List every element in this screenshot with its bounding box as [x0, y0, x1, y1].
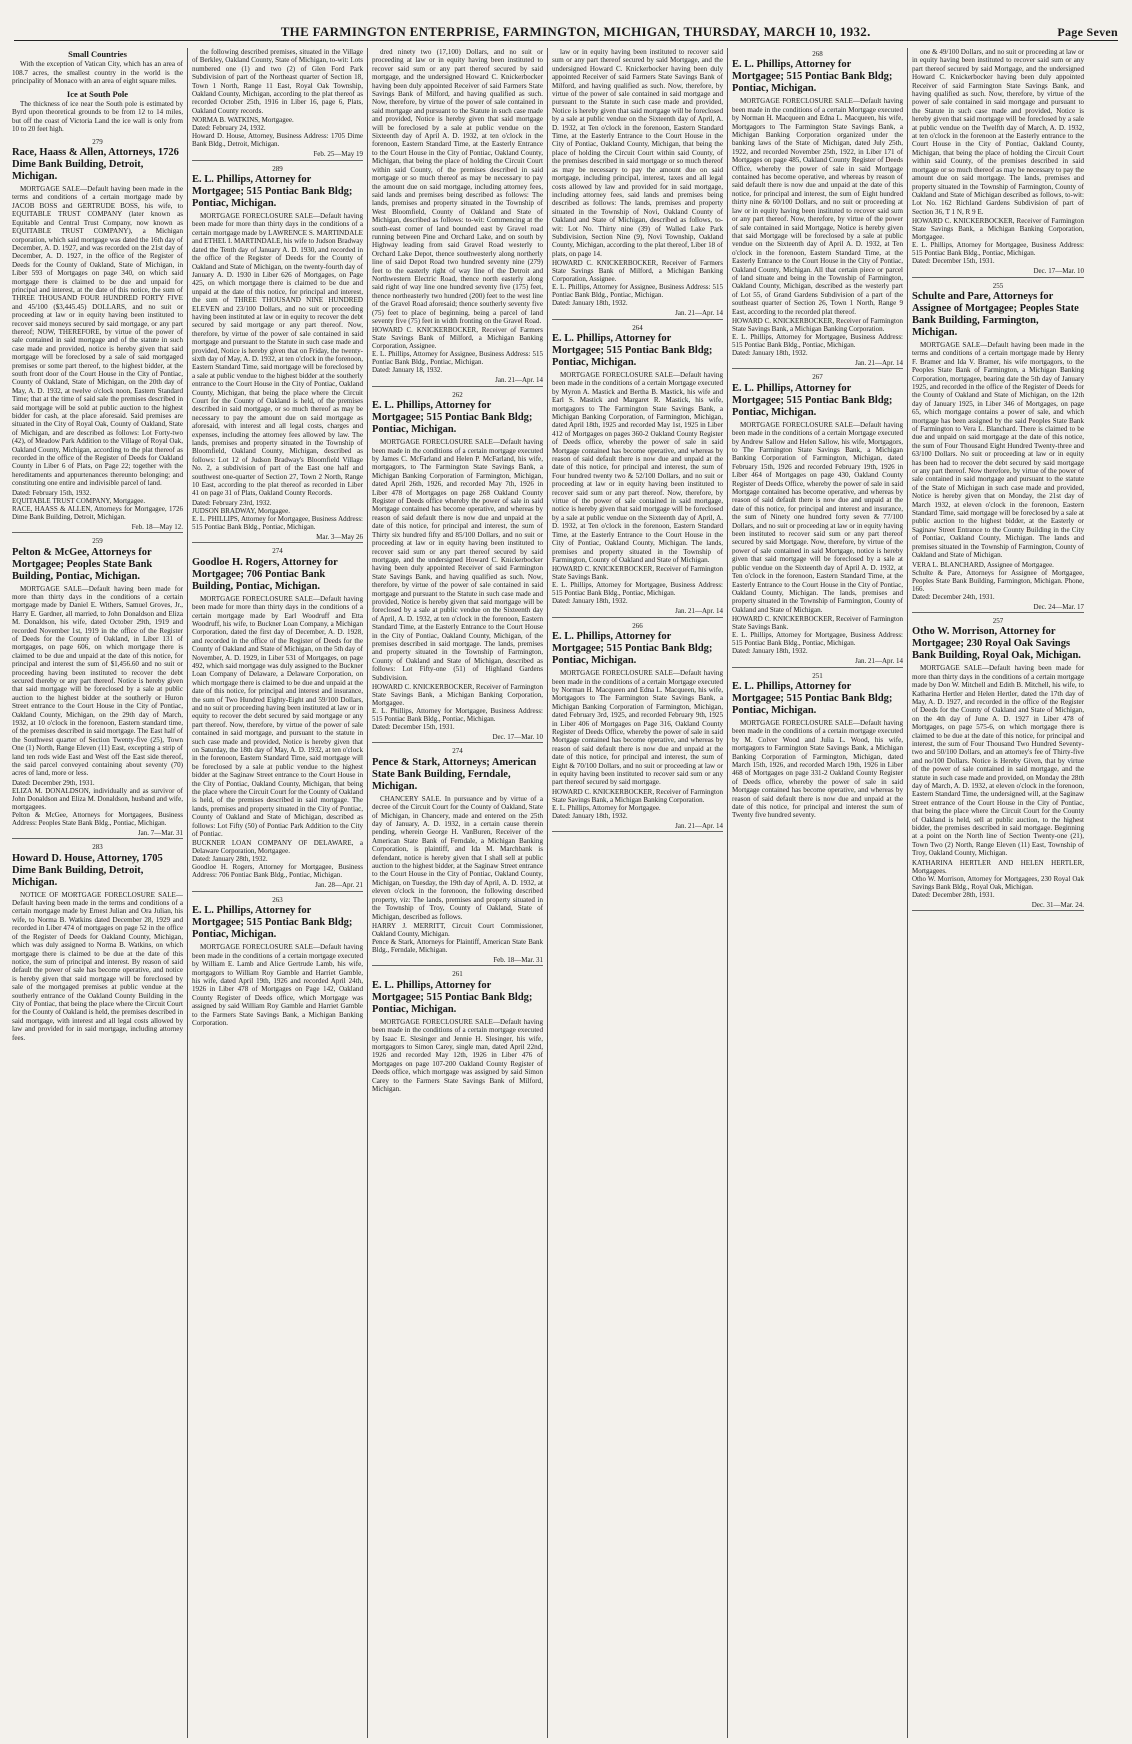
notice-body: NOTICE OF MORTGAGE FORECLOSURE SALE—Default having been made in the terms and conditions of a certain mortgage made by Ernest Julian and Ora Julian, his wife, to Norma B. Watkins dated December 28, 1929 and recorded in Liber 474 of mortgages on page 52 in the office of the Register of Deeds for Oakland County, Michigan, which was duly assigned to Norma B. Watkins, on which mortgage there is claimed to be due at the date of this notice, the sum of principal and interest. By reason of said default the power of sale has become operative, and notice is hereby given that said mortgage will be foreclosed by sale of the mortgaged premises at public vendue at the southerly entrance of the Oakland County Building in the City of Pontiac, that being the place where the Circuit Court for the County of Oakland is held, the premises described in said mortgage, with interest and all legal costs allowed by law and provided for in said mortgage, including attorney fees.: [12, 890, 183, 1042]
publication-dates: Dec. 17—Mar. 10: [912, 267, 1084, 277]
publication-dates: Jan. 21—Apr. 14: [732, 657, 903, 667]
legal-notice: [12, 90, 183, 134]
notice-heading: E. L. Phillips, Attorney for Mortgagee; 515 Pontiac Bank Bldg; Pontiac, Michigan.: [372, 979, 533, 1015]
notice-signature: HOWARD C. KNICKERBOCKER, Receiver of Farmington State Savings Bank. E. L. Phillips, Attorney for Mortgagee, Business Address: 515 Pontiac Bank Bldg., Pontiac, Michigan. Dated: January 18th, 1932.: [732, 615, 903, 656]
notice-number: 251: [812, 671, 823, 680]
legal-notice: [372, 48, 543, 387]
notice-number: 261: [452, 970, 463, 979]
notice-heading: Schulte and Pare, Attorneys for Assignee of Mortgagee; Peoples State Bank Building, Farmington, Michigan.: [912, 290, 1079, 338]
notice-number: 289: [272, 164, 283, 173]
legal-notice: [912, 282, 1084, 613]
notice-body: CHANCERY SALE. In pursuance and by virtue of a decree of the Circuit Court for the County of Oakland, State of Michigan, in Chancery, made and entered on the 25th day of January, A. D. 1932, in a certain cause therein pending, wherein George H. VanBuren, Receiver of the American State Bank of Ferndale, a Michigan Banking Corporation, is plaintiff, and Ida M. Marchbank is defendant, notice is hereby given that I shall sell at public auction to the highest bidder, at the Saginaw Street entrance to the Court House in the City of Pontiac, Oakland County, Michigan, on Tuesday, the 19th day of April, A. D. 1932, at eleven o'clock in the forenoon, the following described property, viz: The lands, premises and property situated in the Township of Troy, County of Oakland, State of Michigan, described as follows.: [372, 794, 543, 921]
publication-dates: Dec. 31—Mar. 24.: [912, 901, 1084, 911]
notice-heading: E. L. Phillips, Attorney for Mortgagee; 515 Pontiac Bank Bldg; Pontiac, Michigan.: [552, 631, 713, 667]
notice-number: 263: [272, 895, 283, 904]
notice-number: 279: [92, 137, 103, 146]
newspaper-column: [368, 48, 548, 1738]
publication-dates: Jan. 21—Apr. 14: [552, 822, 723, 832]
notice-body: MORTGAGE FORECLOSURE SALE—Default having been made in the conditions of a certain Mortgage executed by Myron A. Mastick and Bertha B. Mastick, his wife and Earl S. Mastick and Margaret R. Mastick, his wife, mortgagors to The Farmington State Savings Bank, a Michigan Banking Corporation, of Farmington, Michigan, dated April 18th, 1925 and recorded May 1st, 1925 in Liber 412 of Mortgages on pages 360-2 Oakland County Register of Deeds office, whereby the power of sale in said Mortgage contained has become operative, and whereas by reason of said default there is now due and unpaid at the date of this notice, for principal and interest, the sum of Four hundred twenty two & 52/100 Dollars, and no suit or proceeding at law or in equity having been instituted to recover said sum or any part thereof. Now, therefore, by virtue of the power of sale contained in said mortgage, notice is hereby given that said mortgage will be foreclosed by a sale at public vendue on the Sixteenth day of April, A. D. 1932, at Ten o'clock in the forenoon, Eastern Standard Time, at the Easterly Entrance to the Court House in the City of Pontiac, Oakland County, Michigan. The lands, premises and property situated in the Township of Farmington, County of Oakland and State of Michigan.: [552, 370, 723, 564]
notice-body: MORTGAGE FORECLOSURE SALE—Default having been made in the conditions of a certain mortgage executed by James C. McFarland and Helen P. McFarland, his wife, mortgagors, to The Farmington State Savings Bank, a Michigan Banking Corporation of Farmington, Michigan, dated April 26th, 1926, and recorded May 7th, 1926 in Liber 478 of Mortgages on page 268 Oakland County Register of Deeds office whereby the power of sale in said Mortgage contained has become operative, and whereas by reason of said default there is now due and unpaid at the date of this notice, for principal and interest, the sum of Thirty six hundred fifty and 85/100 Dollars, and no suit or proceeding at law or in equity having been instituted to recover said sum or any part thereof secured by said mortgage, and the undersigned Howard C. Knickerbocker having been duly appointed Receiver of said Farmington State Savings Bank, and having qualified as such. Now, therefore, by virtue of the power of sale contained in said mortgage and pursuant to the Statute in such case made and provided, Notice is hereby given that said mortgage will be foreclosed by a sale at public vendue on the Sixteenth day of April, A. D. 1932, at ten o'clock in the forenoon, Eastern Standard Time, at the Easterly Entrance to the Court House in the City of Pontiac, Oakland County, Michigan, of the premises described in said mortgage. The lands, premises and property situated in the Township of Farmington, County of Oakland and State of Michigan, described as follows: Lot Fifty-one (51) of Highland Gardens Subdivision.: [372, 438, 543, 682]
notice-signature: HOWARD C. KNICKERBOCKER, Receiver of Farmington State Savings Bank, a Michigan Banking Corporation. E. L. Phillips, Attorney for Mortgagee, Business Address: 515 Pontiac Bank Bldg., Pontiac, Michigan. Dated: January 18th, 1932.: [732, 316, 903, 357]
notice-body: MORTGAGE FORECLOSURE SALE—Default having been made for more than thirty days in the conditions of a certain mortgage made by LAWRENCE S. MARTINDALE and ETHEL I. MARTINDALE, his wife to Judson Bradway dated the Tenth day of January A. D. 1930, and recorded in the office of the Register of Deeds for the County of Oakland and State of Michigan, on the twenty-fourth day of January A. D. 1930 in Liber 626 of Mortgages, on Page 425, on which mortgage there is claimed to be due and unpaid at the date of this notice, for principal and interest, the sum of THREE THOUSAND NINE HUNDRED ELEVEN and 23/100 Dollars, and no suit or proceeding having been instituted at law or in equity to recover the debt secured by said mortgage or any part thereof. Now, therefore, by virtue of the power of sale contained in said mortgage and pursuant to the Statute in such case made and provided, Notice is hereby given that on Friday, the twenty-sixth day of May, A. D. 1932, at ten o'clock in the forenoon, Eastern Standard Time, said mortgage will be foreclosed by a sale at public vendue to the highest bidder at the southerly entrance to the Court House in the City of Pontiac, Oakland County, Michigan, that being the place where the Circuit Court for the County of Oakland is held, of the premises described in said mortgage, or so much thereof as may be necessary to pay the amount due on said mortgage as aforesaid, with interest and all legal costs, charges and expenses, including the attorney fees allowed by law. The lands, premises and property situated in the Township of Bloomfield, Oakland County, Michigan, described as follows: Lot 12 of Judson Bradway's Bloomfield Village No. 2, a subdivision of part of the East one half and southwest one-quarter of Section 27, Town 2 North, Range 10 East, according to the plat thereof as recorded in Liber 41 on page 31 of Plats, Oakland County Records.: [192, 212, 363, 498]
notice-heading: Howard D. House, Attorney, 1705 Dime Bank Building, Detroit, Michigan.: [12, 852, 163, 888]
newspaper-column: [8, 48, 188, 1738]
notice-signature: HOWARD C. KNICKERBOCKER, Receiver of Farmington State Savings Bank. E. L. Phillips, Attorney for Mortgagee, Business Address: 515 Pontiac Bank Bldg., Pontiac, Michigan. Dated: January 18th, 1932.: [552, 565, 723, 606]
publication-dates: Feb. 18—Mar. 31: [372, 956, 543, 966]
publication-dates: Dec. 17—Mar. 10: [372, 733, 543, 743]
notice-body: With the exception of Vatican City, which has an area of 108.7 acres, the smallest country in the world is the principality of Monaco with an area of eight square miles.: [12, 60, 183, 86]
legal-notice: [912, 617, 1084, 911]
legal-notice: [912, 48, 1084, 278]
notice-body: MORTGAGE SALE—Default having been made in the terms and conditions of a certain mortgage made by Henry F. Bramer and Ida V. Bramer, his wife mortgagors, to the Peoples State Bank of Farmington, a Michigan Banking Corporation, mortgagee, bearing date the 5th day of January 1925, and recorded in the office of the Register of Deeds for the County of Oakland and State of Michigan, on the 12th day of January 1925, in Liber 346 of Mortgages, on page 65, which mortgage contains a power of sale, and which mortgage has been assigned by the said Peoples State Bank of Farmington to Vera L. Blanchard. There is claimed to be due and unpaid on said mortgage at the date of this notice, the sum of Four Thousand Eight Hundred Twenty-three and 63/100 Dollars. No suit or proceeding at law or in equity has been had to recover the debt secured by said mortgage or any part thereof. Now therefore, by virtue of the power of sale contained in said mortgage and pursuant to the statute of the State of Michigan in such case made and provided, Notice is hereby given that on Monday, the 21st day of March 1932, at eleven o'clock in the forenoon, Eastern Standard Time, said mortgage will be foreclosed by a sale at public auction to the highest bidder, at the Easterly or Saginaw Street Entrance to the County Building in the City of Pontiac, Oakland County, Michigan. The lands and premises situated in the Township of Farmington, County of Oakland and State of Michigan.: [912, 340, 1084, 560]
notice-body: MORTGAGE FORECLOSURE SALE—Default having been made in the conditions of a certain mortgage executed by William E. Lamb and Alice Gertrude Lamb, his wife, mortgagors to William Roy Gamble and Harriet Gamble, his wife, dated April 19th, 1926 and recorded April 24th, 1926 in Liber 478 of Mortgages on Page 142, Oakland County Register of Deeds office, which Mortgage was assigned by said William Roy Gamble and Harriet Gamble to the Farmers State Savings Bank, a Michigan Banking Corporation.: [192, 943, 363, 1027]
legal-notice: [372, 970, 543, 1093]
publication-dates: Mar. 3—May 26: [192, 533, 363, 543]
notice-heading: Small Countries: [68, 49, 127, 59]
legal-notice: [732, 672, 903, 820]
notice-body: MORTGAGE FORECLOSURE SALE—Default having been made in the conditions of a certain mortgage executed by M. Colver Wood and Julia L. Wood, his wife, mortgagors to Farmington State Savings Bank, a Michigan Banking Corporation of Farmington, Michigan, dated March 15th, 1926, and recorded March 19th, 1926 in Liber 468 of Mortgages on page 331-2 Oakland County Register of Deeds office, whereby the power of sale in said Mortgage contained has become operative, and whereas by reason of said default there is now due and unpaid at the date of this notice, for principal and interest the sum of Twenty five hundred seventy.: [732, 718, 903, 820]
page-number: Page Seven: [1057, 25, 1118, 39]
newspaper-column: [188, 48, 368, 1738]
notice-heading: Goodloe H. Rogers, Attorney for Mortgagee; 706 Pontiac Bank Building, Pontiac, Michigan.: [192, 556, 338, 592]
publication-dates: Jan. 21—Apr. 14: [552, 607, 723, 617]
publication-dates: Jan. 28—Apr. 21: [192, 881, 363, 891]
publication-dates: Jan. 21—Apr. 14: [552, 309, 723, 319]
notice-body: MORTGAGE FORECLOSURE SALE—Default having been made in the conditions of a certain Mortgage executed by Andrew Sallow and Helen Sallow, his wife, Mortgagors, to The Farmington State Savings Bank, a Michigan Banking Corporation of Farmington, Michigan, dated February 15th, 1926 and recorded February 19th, 1926 in Liber 464 of Mortgages on page 430, Oakland County Register of Deeds Office, whereby the power of sale in said Mortgage contained has become operative, and whereas by reason of said default there is now due and unpaid at the date of this notice, for principal and interest and insurance, the sum of Ninety one hundred forty seven & 77/100 Dollars, and no suit or proceeding at law or in equity having been instituted to recover said sum or any part thereof secured by said Mortgage. Now, therefore, by virtue of the power of sale contained in said Mortgage, notice is hereby given that said mortgage will be foreclosed by a sale at public vendue on the Sixteenth day of April A. D. 1932, at Ten o'clock in the forenoon, Eastern Standard Time, at the Easterly Entrance to the Court House in the City of Pontiac, Oakland County, Michigan. The lands, premises and property situated in the Township of Farmington, County of Oakland and State of Michigan.: [732, 420, 903, 614]
legal-notice: [732, 373, 903, 667]
notice-signature: HOWARD C. KNICKERBOCKER, Receiver of Farmers State Savings Bank of Milford, a Michigan Banking Corporation, Assignee. E. L. Phillips, Attorney for Assignee, Business Address: 515 Pontiac Bank Bldg., Pontiac, Michigan. Dated: January 18th, 1932.: [552, 259, 723, 308]
legal-notice: [192, 48, 363, 161]
notice-signature: VERA L. BLANCHARD, Assignee of Mortgagee. Schulte & Pare, Attorneys for Assignee of Mortgagee, Peoples State Bank Building, Farmington, Michigan. Phone, 166. Dated: December 24th, 1931.: [912, 560, 1084, 601]
notice-number: 274: [272, 547, 283, 556]
newspaper-column: [548, 48, 728, 1738]
newspaper-column: [728, 48, 908, 1738]
notice-number: 257: [992, 616, 1004, 625]
notice-number: 283: [92, 843, 103, 852]
notice-signature: Dated: February 15th, 1932. EQUITABLE TRUST COMPANY, Mortgagee. RACE, HAASS & ALLEN, Attorneys for Mortgagee, 1726 Dime Bank Building, Detroit, Michigan.: [12, 488, 183, 521]
notice-heading: E. L. Phillips, Attorney for Mortgagee; 515 Pontiac Bank Bldg; Pontiac, Michigan.: [732, 59, 893, 95]
notice-signature: BUCKNER LOAN COMPANY OF DELAWARE, a Delaware Corporation, Mortgagee. Dated: January 28th, 1932. Goodloe H. Rogers, Attorney for Mortgagee, Business Address: 706 Pontiac Bank Bldg., Pontiac, Michigan.: [192, 839, 363, 880]
notice-signature: HOWARD C. KNICKERBOCKER, Receiver of Farmington State Savings Bank, a Michigan Banking Corporation, Mortgagee. E. L. Phillips, Attorney for Mortgagee, Business Address: 515 Pontiac Bank Bldg., Pontiac, Michigan. Dated: December 15th, 1931.: [372, 683, 543, 731]
legal-notice: [12, 843, 183, 1042]
notice-number: 262: [452, 390, 463, 399]
notice-heading: E. L. Phillips, Attorney for Mortgagee; 515 Pontiac Bank Bldg; Pontiac, Michigan.: [192, 905, 353, 941]
notice-heading: E. L. Phillips, Attorney for Mortgagee; 515 Pontiac Bank Bldg; Pontiac, Michigan.: [732, 382, 893, 418]
notice-body: MORTGAGE SALE—Default having been made for more than thirty days in the conditions of a certain mortgage made by Don W. Mitchell and Edith B. Mitchell, his wife, to Katharina Hertler and Helen Hertler, dated the 17th day of May, A. D. 1927, and recorded in the office of the Register of Deeds for the County of Oakland and State of Michigan, on the 4th day of June A. D. 1927 in Liber 478 of Mortgages, on page 575-6, on which mortgage there is claimed to be due at the date of this notice, for principal and interest, the sum of Four Thousand Two Hundred Seventy-two and 50/100 Dollars, and an attorney's fee of Thirty-five and no/100 Dollars. Notice is Hereby Given, that by virtue of the power of sale contained in said mortgage, and the statute in such case made and provided, on Monday the 28th day of March, A. D. 1932, at eleven o'clock in the forenoon, Eastern Standard Time, the undersigned will, at the Saginaw Street entrance of the Court House in the City of Pontiac, that being the place where the Circuit Court for the County of Oakland is held, sell at public auction, to the highest bidder, the premises described in said mortgage. Beginning at a point on the North line of Section Twenty-one (21), Town Two (2) North, Range Eleven (11) East, Township of Troy, Oakland County, Michigan.: [912, 664, 1085, 858]
publication-dates: Jan. 21—Apr. 14: [732, 359, 903, 369]
notice-number: 259: [92, 537, 103, 546]
masthead-title: THE FARMINGTON ENTERPRISE, FARMINGTON, MICHIGAN, THURSDAY, MARCH 10, 1932.: [280, 24, 871, 39]
notice-number: 268: [812, 50, 823, 58]
notice-body: The thickness of ice near the South pole is estimated by Byrd upon theoretical grounds to be from 12 to 14 miles, but off the coast of Victoria Land the ice wall is only from 10 to 20 feet high.: [12, 100, 183, 134]
legal-notice: [732, 50, 903, 369]
newspaper-column: [908, 48, 1088, 1738]
legal-notice: [552, 622, 723, 833]
legal-notice: [192, 547, 363, 892]
notice-signature: HOWARD C. KNICKERBOCKER, Receiver of Farmers State Savings Bank of Milford, a Michigan Banking Corporation, Assignee. E. L. Phillips, Attorney for Assignee, Business Address: 515 Pontiac Bank Bldg., Pontiac, Michigan. Dated: January 18, 1932.: [372, 326, 543, 375]
notice-number: 264: [632, 323, 643, 332]
legal-notice: [552, 324, 723, 618]
notice-signature: HOWARD C. KNICKERBOCKER, Receiver of Farmington State Savings Bank, a Michigan Banking Corporation, Mortgagee. E. L. Phillips, Attorney for Mortgagee, Business Address: 515 Pontiac Bank Bldg., Pontiac, Michigan. Dated: December 15th, 1931.: [912, 217, 1084, 266]
notice-heading: Pelton & McGee, Attorneys for Mortgagee; Peoples State Bank Building, Pontiac, Michigan.: [12, 546, 153, 582]
notice-heading: Pence & Stark, Attorneys; American State Bank Building, Ferndale, Michigan.: [372, 756, 537, 792]
notice-signature: Dated: December 29th, 1931. ELIZA M. DONALDSON, individually and as survivor of John Donaldson and Eliza M. Donaldson, husband and wife, mortgagees. Pelton & McGee, Attorneys for Mortgagees, Business Address: Peoples State Bank Bldg., Pontiac, Michigan.: [12, 778, 183, 827]
notice-heading: E. L. Phillips, Attorney for Mortgagee; 515 Pontiac Bank Bldg; Pontiac, Michigan.: [372, 400, 533, 436]
notice-body: MORTGAGE FORECLOSURE SALE—Default having been made for more than thirty days in the conditions of a certain mortgage made by Earl Woodruff and Etta Woodruff, his wife, to Buckner Loan Company, a Michigan Corporation, dated the first day of December, A. D. 1928, and recorded in the office of the Register of Deeds for the County of Oakland and State of Michigan, on the 5th day of November, A. D. 1929, in Liber 531 of Mortgages, on page 492, which said mortgage was duly assigned to the Buckner Loan Company of Delaware, a Delaware Corporation, on which mortgage there is claimed to be due and unpaid at the date of this notice, for principal and interest and insurance, the sum of Two Hundred Eighty-Eight and 59/100 Dollars, and no suit or proceeding having been instituted at law or in equity to recover the debt secured by said mortgage or any part thereof. Now, therefore, by virtue of the power of sale contained in said mortgage, and pursuant to the statute in such case made and provided, Notice is hereby given that on Saturday, the 18th day of May, A. D. 1932, at ten o'clock in the forenoon, Eastern Standard Time, said mortgage will be foreclosed by a sale at public vendue to the highest bidder at the Saginaw Street entrance to the Court House in the City of Pontiac, Oakland County, Michigan, that being the place where the Circuit Court for the County of Oakland is held, of the premises described in said mortgage. The lands, premises and property situated in the City of Pontiac, County of Oakland and State of Michigan, described as follows: Lot Fifty (50) of Pontiac Park Addition to the City of Pontiac.: [192, 594, 363, 839]
notice-signature: Dated: February 23rd, 1932. JUDSON BRADWAY, Mortgagee. E. L. PHILLIPS, Attorney for Mortgagee, Business Address: 515 Pontiac Bank Bldg., Pontiac, Michigan.: [192, 498, 363, 531]
notice-number: 255: [992, 281, 1004, 290]
notice-body: dred ninety two (17,100) Dollars, and no suit or proceeding at law or in equity having been instituted to recover said sum or any part thereof secured by said mortgage, and the undersigned Howard C. Knickerbocker having been duly appointed Receiver of said Farmers State Savings Bank of Milford, and having qualified as such. Now, therefore, by virtue of the power of sale contained in said mortgage and pursuant to the Statute in such case made and provided, Notice is hereby given that said mortgage will be foreclosed by a sale at public vendue on the Sixteenth day of April A. D. 1932, at ten o'clock in the forenoon, Eastern Standard Time, at the Easterly Entrance to the Court House in the City of Pontiac, Oakland County, Michigan, that being the place of holding the Circuit Court within said County, of the premises described in said mortgage or so much thereof as may be necessary to pay the amount due on said mortgage, including attorney fees, said lands and premises being described as follows: The lands, premises and property situated in the Township of West Bloomfield, County of Oakland and State of Michigan, described as follows: to-wit: Commencing at the south-east corner of land bounded east by Gravel road running between Pine and Orchard Lake, and on south by Highway leading from said Gravel Road westerly to Orchard Lake Depot, thence southwesterly along northerly line of said Depot Road two hundred seventy nine (279) feet to the easterly right of way line of the Detroit and Northwestern Electric Road, thence north easterly along said right of way line one hundred seventy five (175) feet, thence northeasterly two hundred (200) feet to the west line of the Gravel Road aforesaid; thence southerly seventy five (75) feet to place of beginning, being a parcel of land seventy five (75) feet in width fronting on the Gravel Road.: [372, 48, 543, 325]
notice-number: 267: [812, 373, 823, 382]
notice-body: MORTGAGE FORECLOSURE SALE—Default having been made in the conditions of a certain Mortgage executed by Norman H. Macqueen and Edna L. Macqueen, his wife, Mortgagors to The Farmington State Savings Bank, a Michigan Banking Corporation of Farmington, Michigan, dated February 3rd, 1925, and recorded February 9th, 1925 in Liber 406 of Mortgages on Page 316, Oakland County Register of Deeds Office, whereby the power of sale in said Mortgage contained has become operative, and whereas by reason of said default there is now due and unpaid at the date of this notice, for principal and interest, the sum of Eight & 70/100 Dollars, and no suit or proceeding at law or in equity having been instituted to recover said sum or any part thereof secured by said mortgage.: [552, 669, 723, 787]
notice-number: 274: [452, 747, 463, 756]
legal-notice: [552, 48, 723, 320]
legal-notice: [372, 391, 543, 744]
legal-notice: [192, 896, 363, 1027]
notice-body: MORTGAGE FORECLOSURE SALE—Default having been made in the conditions of a certain Mortgage executed by Norman H. Macqueen and Edna L. Macqueen, his wife, Mortgagors to The Farmington State Savings Bank, a Michigan Banking Corporation organized under the banking laws of the State of Michigan, dated July 25th, 1922, and recorded November 25th, 1922, in Liber 171 of Mortgages on page 485, Oakland County Register of Deeds Office, whereby the power of sale in said Mortgage contained has become operative, and whereas by reason of said default there is now due and unpaid at the date of this notice, for principal and interest, the sum of Eight hundred thirty nine & 60/100 Dollars, and no suit or proceeding at law or in equity having been instituted to recover said sum or any part thereof. Now, therefore, by virtue of the power of sale contained in said Mortgage, Notice is hereby given that said Mortgage will be foreclosed by a sale at public vendue on the Sixteenth day of April A. D. 1932, at Ten o'clock in the forenoon, Eastern Standard Time, at the Easterly Entrance to the Court House in the City of Pontiac, Oakland County, Michigan. All that certain piece or parcel of land situate and being in the Township of Farmington, Oakland County, Michigan, described as the westerly part of Lot 55, of Grand Gardens Subdivision of a part of the southeast quarter of Section 26, Town 1 North, Range 9 East, according to the recorded plat thereof.: [732, 97, 903, 316]
publication-dates: Feb. 25—May 19: [192, 150, 363, 160]
legal-notice: [192, 165, 363, 544]
notice-body: MORTGAGE SALE—Default having been made in the terms and conditions of a certain mortgage made by JACOB BOSS and GERTRUDE BOSS, his wife, to EQUITABLE TRUST COMPANY (later known as Equitable and Central Trust Company, now known as EQUITABLE TRUST COMPANY), a Michigan corporation, which said mortgage was dated the 16th day of December, A. D. 1927, and was recorded on the 21st day of December, A. D. 1927, in the office of the Register of Deeds for the County of Oakland, State of Michigan, in Liber 593 of Mortgages on page 340, on which said mortgage there is claimed to be due and unpaid for principal and interest, at the date of this notice, the sum of THREE THOUSAND FOUR HUNDRED FORTY FIVE and 45/100 ($3,445.45) DOLLARS, and no suit or proceeding at law or in equity having been instituted to recover said moneys secured by said mortgage, or any part thereof; NOW, THEREFORE, by virtue of the power of sale contained in said mortgage and of the statute in such case made and provided, notice is hereby given that said mortgage will be foreclosed by a sale of said mortgaged premises or some part thereof, to the highest bidder, at the south front door of the Court House in the City of Pontiac, County of Oakland, State of Michigan, on the 20th day of May, A. D. 1932, at twelve o'clock noon, Eastern Standard Time; that at the time of said sale the premises described in said mortgage will be sold at public auction to the highest bidder for cash, at the place aforesaid. Said premises are situated in the City of Royal Oak, County of Oakland, State of Michigan, and are described as follows: Lot Forty-two (42), of Meadow Park Addition to the Village of Royal Oak, Oakland County, Michigan, according to the plat thereof as recorded in the office of the Register of Deeds for Oakland County in Liber 6 of Plats, on Page 22; together with the hereditaments and appurtenances thereunto belonging; and constituting one entire and indivisible parcel of land.: [12, 185, 183, 488]
notice-body: law or in equity having been instituted to recover said sum or any part thereof secured by said Mortgage, and the undersigned Howard C. Knickerbocker having been duly appointed Receiver of said Farmers State Savings Bank of Milford, and having qualified as such. Now, therefore, by virtue of the power of sale contained in said mortgage and pursuant to the Statute in such case made and provided, Notice is hereby given that said mortgage will be foreclosed by a sale at public vendue on the Sixteenth day of April, A. D. 1932, at Ten o'clock in the forenoon, Eastern Standard Time, at the Easterly Entrance to the Court House in the City of Pontiac, Oakland County, Michigan, that being the place of holding the Circuit Court within said County, of the premises described in said mortgage or so much thereof as may be necessary to pay the amount due on said mortgage, including principal, interest, taxes and all legal costs allowed by law and provided for in said mortgage, including attorney fees, said lands and premises being described as follows: The lands, premises and property situated in the Township of Novi, Oakland County of Oakland and State of Michigan, described as follows, to-wit: Lot No. Thirty nine (39) of Walled Lake Park Subdivision, Section Nine (9), Novi Township, Oakland County, Michigan, according to the plat thereof, Liber 18 of plats, on page 14.: [552, 48, 723, 258]
masthead: [14, 20, 1118, 41]
publication-dates: Jan. 21—Apr. 14: [372, 376, 543, 386]
notice-signature: NORMA B. WATKINS, Mortgagee. Dated: February 24, 1932. Howard D. House, Attorney, Business Address: 1705 Dime Bank Bldg., Detroit, Michigan.: [192, 116, 363, 149]
legal-notice-columns: [8, 48, 1124, 1738]
notice-body: MORTGAGE FORECLOSURE SALE—Default having been made in the conditions of a certain mortgage executed by Isaac E. Slesinger and Jennie H. Slesinger, his wife, mortgagors to Simon Carey, single man, dated April 22nd, 1926 and recorded May 12th, 1926 in Liber 476 of Mortgages on page 107-200 Oakland County Register of Deeds office, which mortgage was assigned by said Simon Carey to the Farmers State Savings Bank of Milford, Michigan.: [372, 1017, 543, 1093]
notice-number: 266: [632, 621, 643, 630]
legal-notice: [12, 50, 183, 86]
publication-dates: Feb. 18—May 12.: [12, 523, 183, 533]
notice-signature: HOWARD C. KNICKERBOCKER, Receiver of Farmington State Savings Bank, a Michigan Banking Corporation. E. L. Phillips, Attorney for Mortgagee. Dated: January 18th, 1932.: [552, 787, 723, 820]
notice-signature: HARRY J. MERRITT, Circuit Court Commissioner, Oakland County, Michigan. Pence & Stark, Attorneys for Plaintiff, American State Bank Bldg., Ferndale, Michigan.: [372, 921, 543, 954]
notice-heading: E. L. Phillips, Attorney for Mortgagee; 515 Pontiac Bank Bldg; Pontiac, Michigan.: [732, 680, 893, 716]
notice-heading: E. L. Phillips, Attorney for Mortgagee; 515 Pontiac Bank Bldg; Pontiac, Michigan.: [192, 174, 353, 210]
publication-dates: Dec. 24—Mar. 17: [912, 603, 1084, 613]
publication-dates: Jan. 7—Mar. 31: [12, 829, 183, 839]
notice-heading: Otho W. Morrison, Attorney for Mortgagee; 230 Royal Oak Savings Bank Building, Royal Oak, Michigan.: [912, 626, 1081, 662]
notice-heading: E. L. Phillips, Attorney for Mortgagee; 515 Pontiac Bank Bldg; Pontiac, Michigan.: [552, 332, 713, 368]
notice-body: the following described premises, situated in the Village of Berkley, Oakland County, State of Michigan, to-wit: Lots numbered one (1) and two (2) of Glen Ford Park Subdivision of part of the Northeast quarter of Section 18, Town 1 North, Range 11 East, Royal Oak Township, Oakland County, Michigan, according to the plat thereof as recorded October 25th, 1916 in Liber 16, page 6, Plats, Oakland County records.: [192, 48, 363, 115]
notice-body: one & 49/100 Dollars, and no suit or proceeding at law or in equity having been instituted to recover said sum or any part thereof secured by said Mortgage, and the undersigned Howard C. Knickerbocker having been duly appointed Receiver of said Farmington State Savings Bank, and having qualified as such. Now, therefore, by virtue of the power of sale contained in said mortgage and pursuant to the Statute in such case made and provided, Notice is hereby given that said mortgage will be foreclosed by a sale at public vendue on the Twelfth day of March, A. D. 1932, at ten o'clock in the forenoon at the Easterly entrance to the Court House in the City of Pontiac, Oakland County, Michigan, that being the place of holding the Circuit Court within said County, of the premises described in said mortgage or so much thereof as may be necessary to pay the amount due on said mortgage. The lands, premises and property situated in the Township of Farmington, County of Oakland and State of Michigan described as follows, to-wit: Lot No. 162 Richland Gardens Subdivision of part of Section 36, T 1 N, R 9 E.: [912, 48, 1084, 216]
notice-signature: KATHARINA HERTLER AND HELEN HERTLER, Mortgagees. Otho W. Morrison, Attorney for Mortgagees, 230 Royal Oak Savings Bank Bldg., Royal Oak, Michigan. Dated: December 28th, 1931.: [912, 858, 1084, 899]
notice-body: MORTGAGE SALE—Default having been made for more than thirty days in the conditions of a certain mortgage made by Daniel E. Withers, Samuel Groves, Jr., Harry E. Gardner, all married, to John Donaldson and Eliza M. Donaldson, his wife, dated October 29th, 1919 and recorded November 1st, 1919 in the office of the Register of Deeds for the County of Oakland, in Liber 131 of mortgages, on page 606, on which mortgage there is claimed to be due and unpaid at the date of this notice, for principal and interest the sum of $1,456.60 and no suit or proceeding having been instituted to recover the debt secured thereby or any part thereof. Notice is hereby given that said mortgage will be foreclosed by a sale at public auction to the highest bidder at the southerly or Huron Street entrance to the Court House in the City of Pontiac, Oakland County, Michigan, on the 29th day of March, 1932, at 10 o'clock in the forenoon, Eastern standard time, of the premises described in said mortgage. The East half of the Southwest quarter of Section Twenty-five (25), Town One (1) North, Range Eleven (11) East, excepting a strip of land ten rods wide East and West off the East side thereof, the said parcel conveyed containing about seventy (70) acres of land, more or less.: [12, 584, 183, 778]
legal-notice: [372, 747, 543, 966]
legal-notice: [12, 537, 183, 839]
legal-notice: [12, 138, 183, 533]
notice-heading: Ice at South Pole: [66, 88, 129, 99]
notice-heading: Race, Haass & Allen, Attorneys, 1726 Dime Bank Building, Detroit, Michigan.: [12, 147, 179, 183]
